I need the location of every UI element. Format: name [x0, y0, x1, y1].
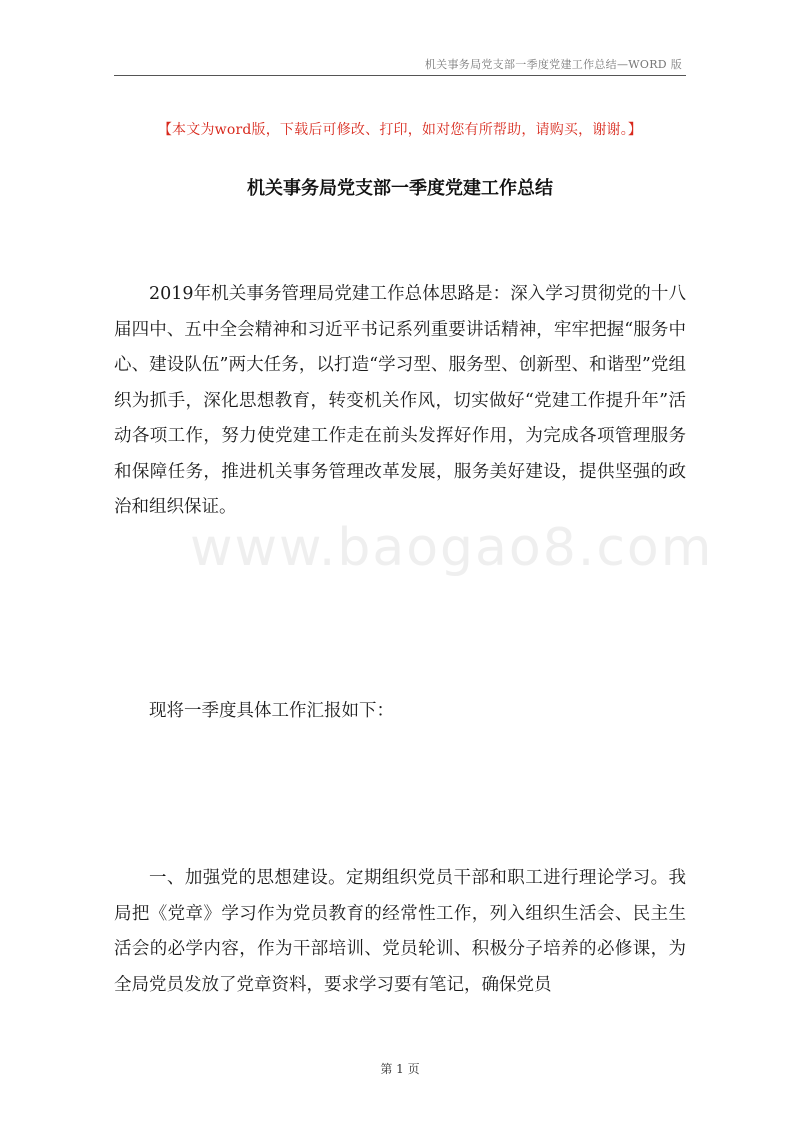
download-notice: 【本文为word版，下载后可修改、打印，如对您有所帮助，请购买，谢谢。】	[157, 122, 643, 138]
page-number: 第 1 页	[380, 1062, 420, 1076]
body-paragraph-3: 一、加强党的思想建设。定期组织党员干部和职工进行理论学习。我局把《党章》学习作为党员教育的经常性工作，列入组织生活会、民主生活会的必学内容，作为干部培训、党员轮训、积极分子培养的必修课，为全局党员发放了党章资料，要求学习要有笔记，确保党员	[114, 868, 686, 995]
running-header: 机关事务局党支部一季度党建工作总结—WORD 版	[424, 58, 682, 71]
body-paragraph-1: 2019年机关事务管理局党建工作总体思路是：深入学习贯彻党的十八届四中、五中全会精神和习近平书记系列重要讲话精神，牢牢把握“服务中心、建设队伍”两大任务，以打造“学习型、服务型、创新型、和谐型”党组织为抓手，深化思想教育，转变机关作风，切实做好“党建工作提升年”活动各项工作，努力使党建工作走在前头发挥好作用，为完成各项管理服务和保障任务，推进机关事务管理改革发展，服务美好建设，提供坚强的政治和组织保证。	[114, 284, 686, 517]
header-divider	[114, 75, 686, 76]
watermark: www.baogao8.com	[190, 518, 714, 578]
document-title: 机关事务局党支部一季度党建工作总结	[247, 178, 553, 199]
body-paragraph-2: 现将一季度具体工作汇报如下：	[149, 701, 394, 721]
